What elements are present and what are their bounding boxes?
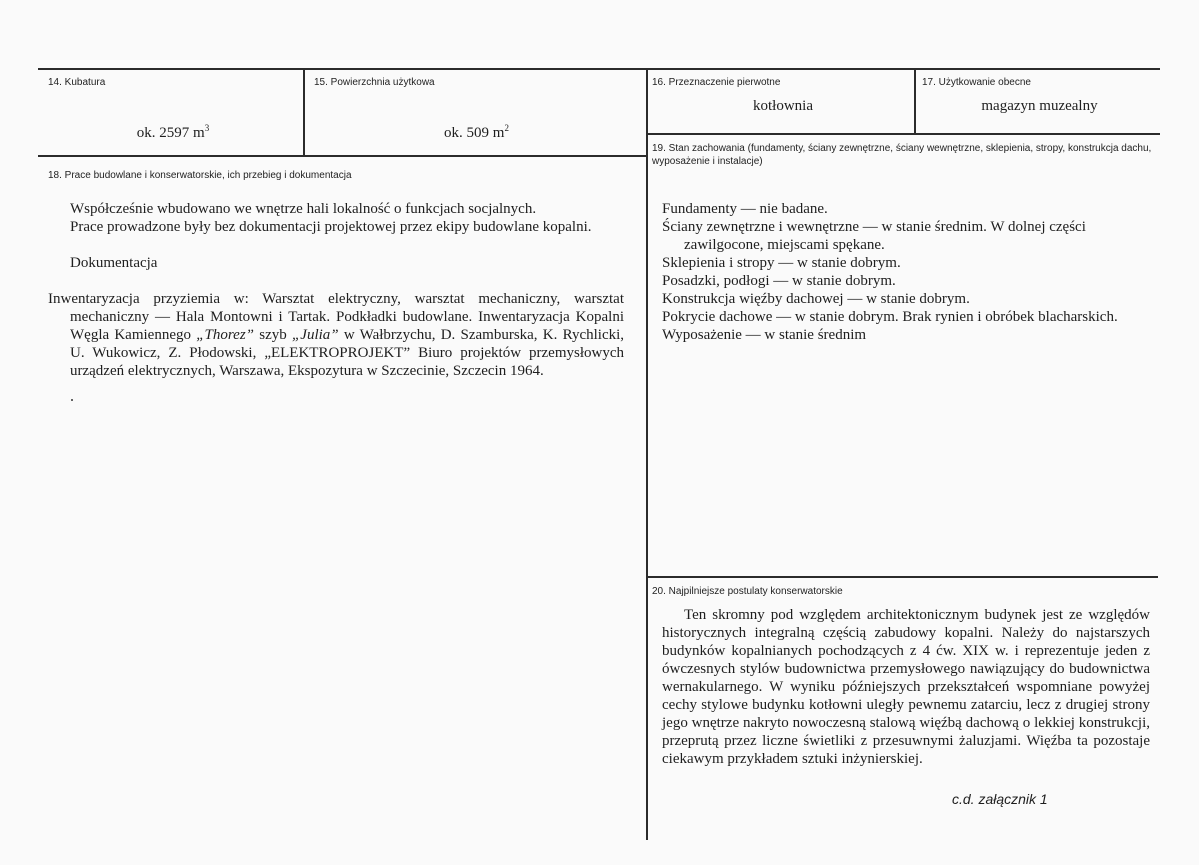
area-unit-exponent: 2	[504, 123, 509, 133]
continuation-note: c.d. załącznik 1	[952, 791, 1048, 807]
condition-equipment: Wyposażenie — w stanie średnim	[662, 327, 867, 343]
field-19-content	[662, 200, 1157, 344]
condition-roof-truss: Konstrukcja więźby dachowej — w stanie dobrym.	[662, 291, 970, 307]
condition-walls: Ściany zewnętrzne i wewnętrzne — w stanie średnim. W dolnej części zawilgocone, miejscami spękane.	[662, 219, 1086, 253]
volume-unit-exponent: 3	[204, 123, 210, 133]
inventory-text-1: Inwentaryzacja przyziemia w: Warsztat elektryczny, warsztat mechaniczny, warsztat mechaniczny — Hala Montowni i Tartak. Podkładki budowlane. Inwentaryzacja Kopalni Węgla Kamiennego	[48, 291, 624, 343]
divider-14-15	[303, 68, 305, 156]
center-divider	[646, 68, 648, 840]
stray-mark	[71, 399, 73, 401]
volume-text: ok. 2597 m	[136, 125, 205, 141]
works-paragraph-1: Współcześnie wbudowano we wnętrze hali lokalność o funkcjach socjalnych.	[70, 201, 537, 217]
inventory-text-2: szyb	[259, 327, 287, 343]
field-18-label: 18. Prace budowlane i konserwatorskie, ich przebieg i dokumentacja	[48, 170, 352, 181]
field-14-label: 14. Kubatura	[48, 77, 106, 88]
field-16-value: kotłownia	[753, 98, 813, 114]
row-divider-left	[38, 155, 648, 157]
inventory-entry	[48, 290, 624, 380]
field-15-value	[314, 119, 639, 142]
inventory-text-3: w Wałbrzychu, D. Szamburska, K. Rychlicki, U. Wukowicz, Z. Płodowski, „ELEKTROPROJEKT” Biuro projektów przemysłowych urządzeń elektrycznych, Warszawa, Ekspozytura w Szczecinie, Szczecin 1964.	[70, 327, 625, 379]
field-17-value: magazyn muzealny	[981, 98, 1098, 114]
condition-roofing: Pokrycie dachowe — w stanie dobrym. Brak rynien i obróbek blacharskich.	[662, 309, 1118, 325]
field-20-content: Ten skromny pod względem architektonicznym budynek jest ze względów historycznych integralną częścią zabudowy kopalni. Należy do najstarszych budynków kopalnianych pochodzących z 4 ćw. XIX w. i reprezentuje jeden z ówczesnych stylów budownictwa przemysłowego nawiązujący do budownictwa wernakularnego. W wyniku późniejszych przekształceń wspomniane powyżej cechy stylowe budynku kotłowni uległy pewnemu zatarciu, lecz z drugiej strony jego wnętrze nakryto nowoczesną stalową więźbą dachową o lekkiej konstrukcji, przeprutą przez liczne świetliki z przesuwnymi żaluzjami. Więźba ta pozostaje ciekawym przykładem sztuki inżynierskiej.	[662, 607, 1150, 767]
row-divider-right	[648, 133, 1160, 135]
section-20-divider	[648, 576, 1158, 578]
area-text: ok. 509 m	[444, 125, 505, 141]
shaft-name-julia: „Julia”	[291, 327, 339, 343]
field-20-label: 20. Najpilniejsze postulaty konserwatorskie	[652, 586, 843, 597]
condition-floors: Posadzki, podłogi — w stanie dobrym.	[662, 273, 896, 289]
divider-16-17	[914, 68, 916, 134]
field-15-label: 15. Powierzchnia użytkowa	[314, 77, 435, 88]
field-18-content	[48, 200, 624, 380]
works-paragraph-2: Prace prowadzone były bez dokumentacji projektowej przez ekipy budowlane kopalni.	[70, 219, 592, 235]
condition-vaults: Sklepienia i stropy — w stanie dobrym.	[662, 255, 901, 271]
mine-name-thorez: „Thorez”	[196, 327, 255, 343]
field-16-label: 16. Przeznaczenie pierwotne	[652, 77, 781, 88]
top-border	[38, 68, 1160, 70]
condition-foundations: Fundamenty — nie badane.	[662, 201, 828, 217]
field-17-label: 17. Użytkowanie obecne	[922, 77, 1031, 88]
field-14-value	[48, 119, 298, 142]
documentation-heading: Dokumentacja	[70, 255, 158, 271]
field-19-label: 19. Stan zachowania (fundamenty, ściany zewnętrzne, ściany wewnętrzne, sklepienia, stropy, konstrukcja dachu, wyposażenie i instalacje)	[652, 143, 1152, 167]
